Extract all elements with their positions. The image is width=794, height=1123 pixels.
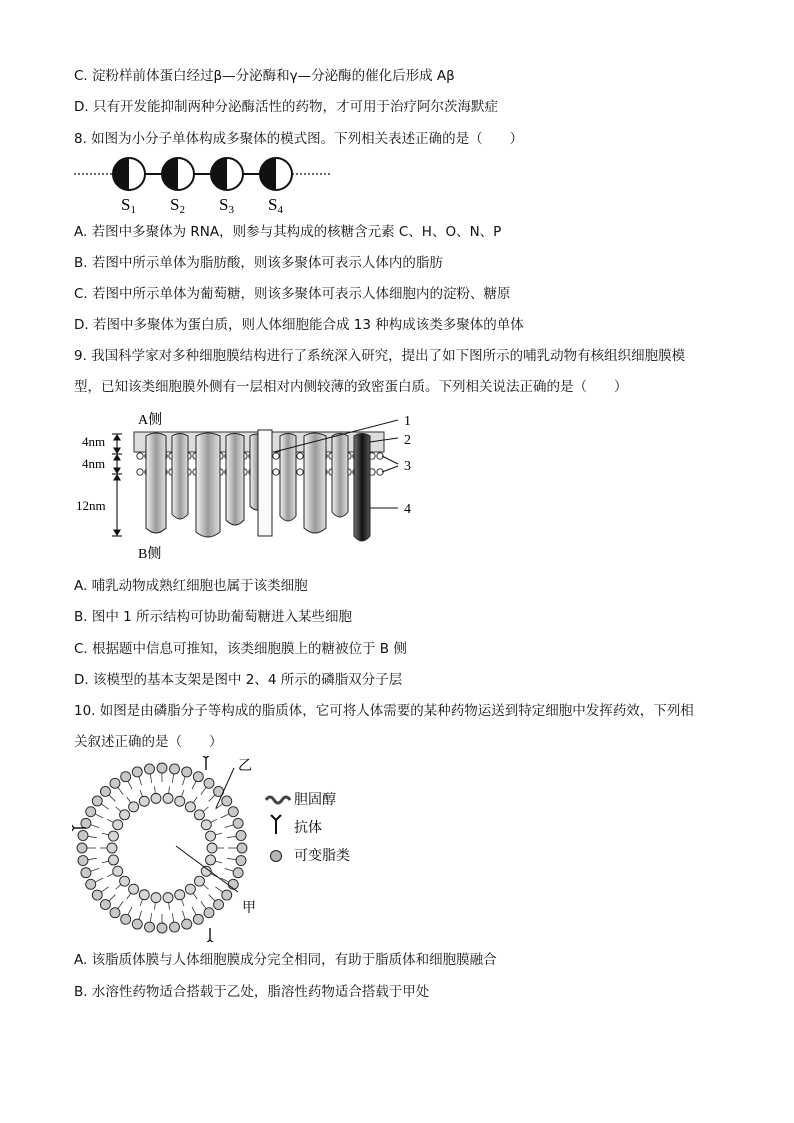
legend: [266, 792, 350, 864]
monomer-s4: [260, 158, 292, 190]
monomer-s3: [211, 158, 243, 190]
dimension-12nm: 12nm: [76, 498, 106, 513]
dimension-4nm-top: 4nm: [82, 434, 106, 449]
monomer-s2: [162, 158, 194, 190]
label-s1: S1: [121, 195, 136, 216]
q10-stem-line1: 10. 如图是由磷脂分子等构成的脂质体，它可将人体需要的某种药物运送到特定细胞中发挥药效，下列相: [74, 703, 694, 719]
monomer-s1: [113, 158, 145, 190]
q8-option-b: B. 若图中所示单体为脂肪酸，则该多聚体可表示人体内的脂肪: [74, 255, 443, 271]
q10-option-b: B. 水溶性药物适合搭载于乙处，脂溶性药物适合搭载于甲处: [74, 984, 430, 1000]
q8-option-c: C. 若图中所示单体为葡萄糖，则该多聚体可表示人体细胞内的淀粉、糖原: [74, 286, 511, 302]
label-s3: S3: [219, 195, 234, 216]
legend-variable-lipid: 可变脂类: [294, 849, 350, 864]
region-yi-label: 乙: [238, 759, 252, 774]
variable-lipid-icon: [271, 851, 282, 862]
side-a-label: A侧: [138, 413, 163, 428]
callout-line-3b: [382, 466, 398, 472]
q7-option-c: C. 淀粉样前体蛋白经过β—分泌酶和γ—分泌酶的催化后形成 Aβ: [74, 68, 455, 84]
region-jia-label: 甲: [242, 901, 256, 916]
side-b-label: B侧: [138, 547, 162, 562]
callout-line-3a: [382, 456, 398, 464]
label-s2: S2: [170, 195, 185, 216]
monomer-chain-figure: [70, 152, 350, 216]
dimension-4nm-middle: 4nm: [82, 456, 106, 471]
callout-jia: [176, 846, 238, 892]
structure-number-2: 2: [404, 433, 411, 448]
legend-cholesterol: 胆固醇: [294, 793, 336, 808]
q8-option-a: A. 若图中多聚体为 RNA，则参与其构成的核糖含元素 C、H、O、N、P: [74, 224, 502, 240]
q8-stem: 8. 如图为小分子单体构成多聚体的模式图。下列相关表述正确的是（ ）: [74, 131, 524, 147]
membrane-proteins: [146, 430, 370, 541]
q9-option-a: A. 哺乳动物成熟红细胞也属于该类细胞: [74, 578, 308, 594]
q9-option-b: B. 图中 1 所示结构可协助葡萄糖进入某些细胞: [74, 609, 353, 625]
q8-option-d: D. 若图中多聚体为蛋白质，则人体细胞能合成 13 种构成该类多聚体的单体: [74, 317, 524, 333]
q7-option-d: D. 只有开发能抑制两种分泌酶活性的药物，才可用于治疗阿尔茨海默症: [74, 99, 498, 115]
membrane-model-figure: [74, 408, 424, 564]
q9-stem-line2: 型，已知该类细胞膜外侧有一层相对内侧较薄的致密蛋白质。下列相关说法正确的是（ ）: [74, 379, 628, 395]
q9-option-d: D. 该模型的基本支架是图中 2、4 所示的磷脂双分子层: [74, 672, 403, 688]
q10-stem-line2: 关叙述正确的是（ ）: [74, 734, 223, 750]
q10-option-a: A. 该脂质体膜与人体细胞膜成分完全相同，有助于脂质体和细胞膜融合: [74, 952, 497, 968]
structure-number-4: 4: [404, 502, 411, 517]
liposome-figure: [72, 756, 372, 942]
q9-stem-line1: 9. 我国科学家对多种细胞膜结构进行了系统深入研究，提出了如下图所示的哺乳动物有核组织细胞膜模: [74, 348, 686, 364]
legend-antibody: 抗体: [294, 821, 322, 836]
cholesterol-icon: [266, 797, 290, 803]
antibody-icon: [271, 815, 281, 834]
label-s4: S4: [268, 195, 283, 216]
q9-option-c: C. 根据题中信息可推知，该类细胞膜上的糖被位于 B 侧: [74, 641, 407, 657]
antibody-icons: [72, 756, 215, 942]
structure-number-1: 1: [404, 414, 411, 429]
inner-phospholipid-heads: [100, 786, 224, 909]
structure-number-3: 3: [404, 459, 411, 474]
